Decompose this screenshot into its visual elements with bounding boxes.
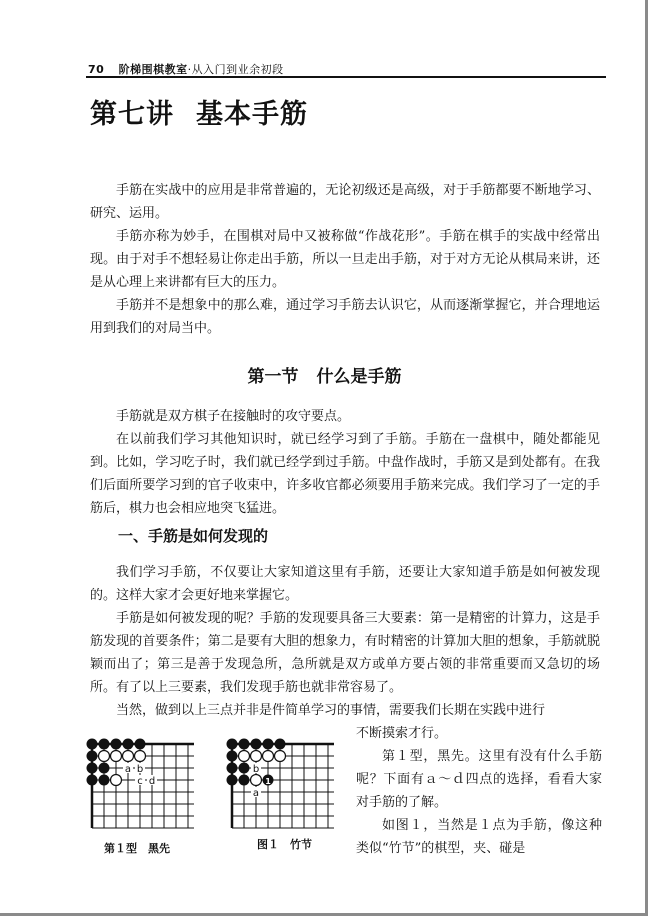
- sub-paragraph-2: 手筋是如何被发现的呢？手筋的发现要具备三大要素：第一是精密的计算力，这是手筋发现的首要条件；第二是要有大胆的想象力，有时精密的计算加大胆的想象，手筋就脱颖而出了；第三是善于发现急所，急所就是双方或单方要占领的非常重要而又急切的场所。有了以上三要素，我们发现手筋也就非常容易了。: [90, 611, 600, 695]
- chapter-title: [90, 92, 308, 131]
- section-title: [0, 362, 649, 387]
- chapter-number: 第七讲: [90, 99, 174, 130]
- point-label-a: a: [252, 788, 260, 799]
- page-number: 70: [88, 63, 105, 76]
- point-label-b: b: [136, 764, 144, 775]
- point-label-d: d: [148, 776, 156, 787]
- right-paragraph-2: 第１型，黑先。这里有没有什么手筋呢？下面有ａ～ｄ四点的选择，看看大家对手筋的了解。: [356, 749, 602, 810]
- section-name: 什么是手筋: [316, 367, 402, 387]
- intro-paragraph-2: 手筋亦称为妙手，在围棋对局中又被称做“作战花形”。手筋在棋手的实战中经常出现。由于对手不想轻易让你走出手筋，所以一旦走出手筋，对于对方无论从棋局来讲，还是从心理上来讲都有巨大的压力。: [90, 229, 600, 290]
- header-rule: [86, 76, 606, 78]
- go-diagram-2: [226, 736, 340, 834]
- sub-paragraph-3: 当然，做到以上三点并非是件简单学习的事情，需要我们长期在实践中进行: [116, 703, 546, 718]
- book-subtitle: ·从入门到业余初段: [187, 63, 284, 76]
- intro-paragraph-1: 手筋在实战中的应用是非常普遍的，无论初级还是高级，对于手筋都要不断地学习、研究、运用。: [90, 183, 600, 221]
- point-label-a: a: [124, 764, 132, 775]
- point-label-c: c: [137, 776, 143, 787]
- book-title: 阶梯围棋教室: [118, 63, 188, 76]
- sub-paragraph-1: 我们学习手筋，不仅要让大家知道这里有手筋，还要让大家知道手筋是如何被发现的。这样大家才会更好地来掌握它。: [90, 565, 600, 603]
- section-paragraph-1: 手筋就是双方棋子在接触时的攻守要点。: [116, 409, 351, 424]
- section-number: 第一节: [247, 367, 299, 387]
- point-label-b: b: [252, 764, 260, 775]
- section-paragraph-2: 在以前我们学习其他知识时，就已经学习到了手筋。手筋在一盘棋中，随处都能见到。比如，学习吃子时，我们就已经学到过手筋。中盘作战时，手筋又是到处都有。在我们后面所要学习到的官子收束中，许多收官都必须要用手筋来完成。我们学习了一定的手筋后，棋力也会相应地突飞猛进。: [90, 432, 600, 516]
- chapter-name: 基本手筋: [196, 99, 308, 130]
- running-header: [88, 61, 284, 77]
- subsection-heading: 一、手筋是如何发现的: [118, 527, 269, 545]
- move-number-1: 1: [265, 777, 271, 786]
- go-diagram-1: [86, 736, 200, 834]
- right-paragraph-1: 不断摸索才行。: [356, 726, 448, 741]
- diagram-2-caption: 图１ 竹节: [257, 838, 312, 851]
- diagram-1-caption: 第１型 黑先: [104, 842, 170, 855]
- intro-paragraph-3: 手筋并不是想象中的那么难，通过学习手筋去认识它，从而逐渐掌握它，并合理地运用到我们的对局当中。: [90, 298, 600, 336]
- right-paragraph-3: 如图１，当然是１点为手筋，像这种类似“竹节”的棋型，夹、碰是: [356, 818, 602, 856]
